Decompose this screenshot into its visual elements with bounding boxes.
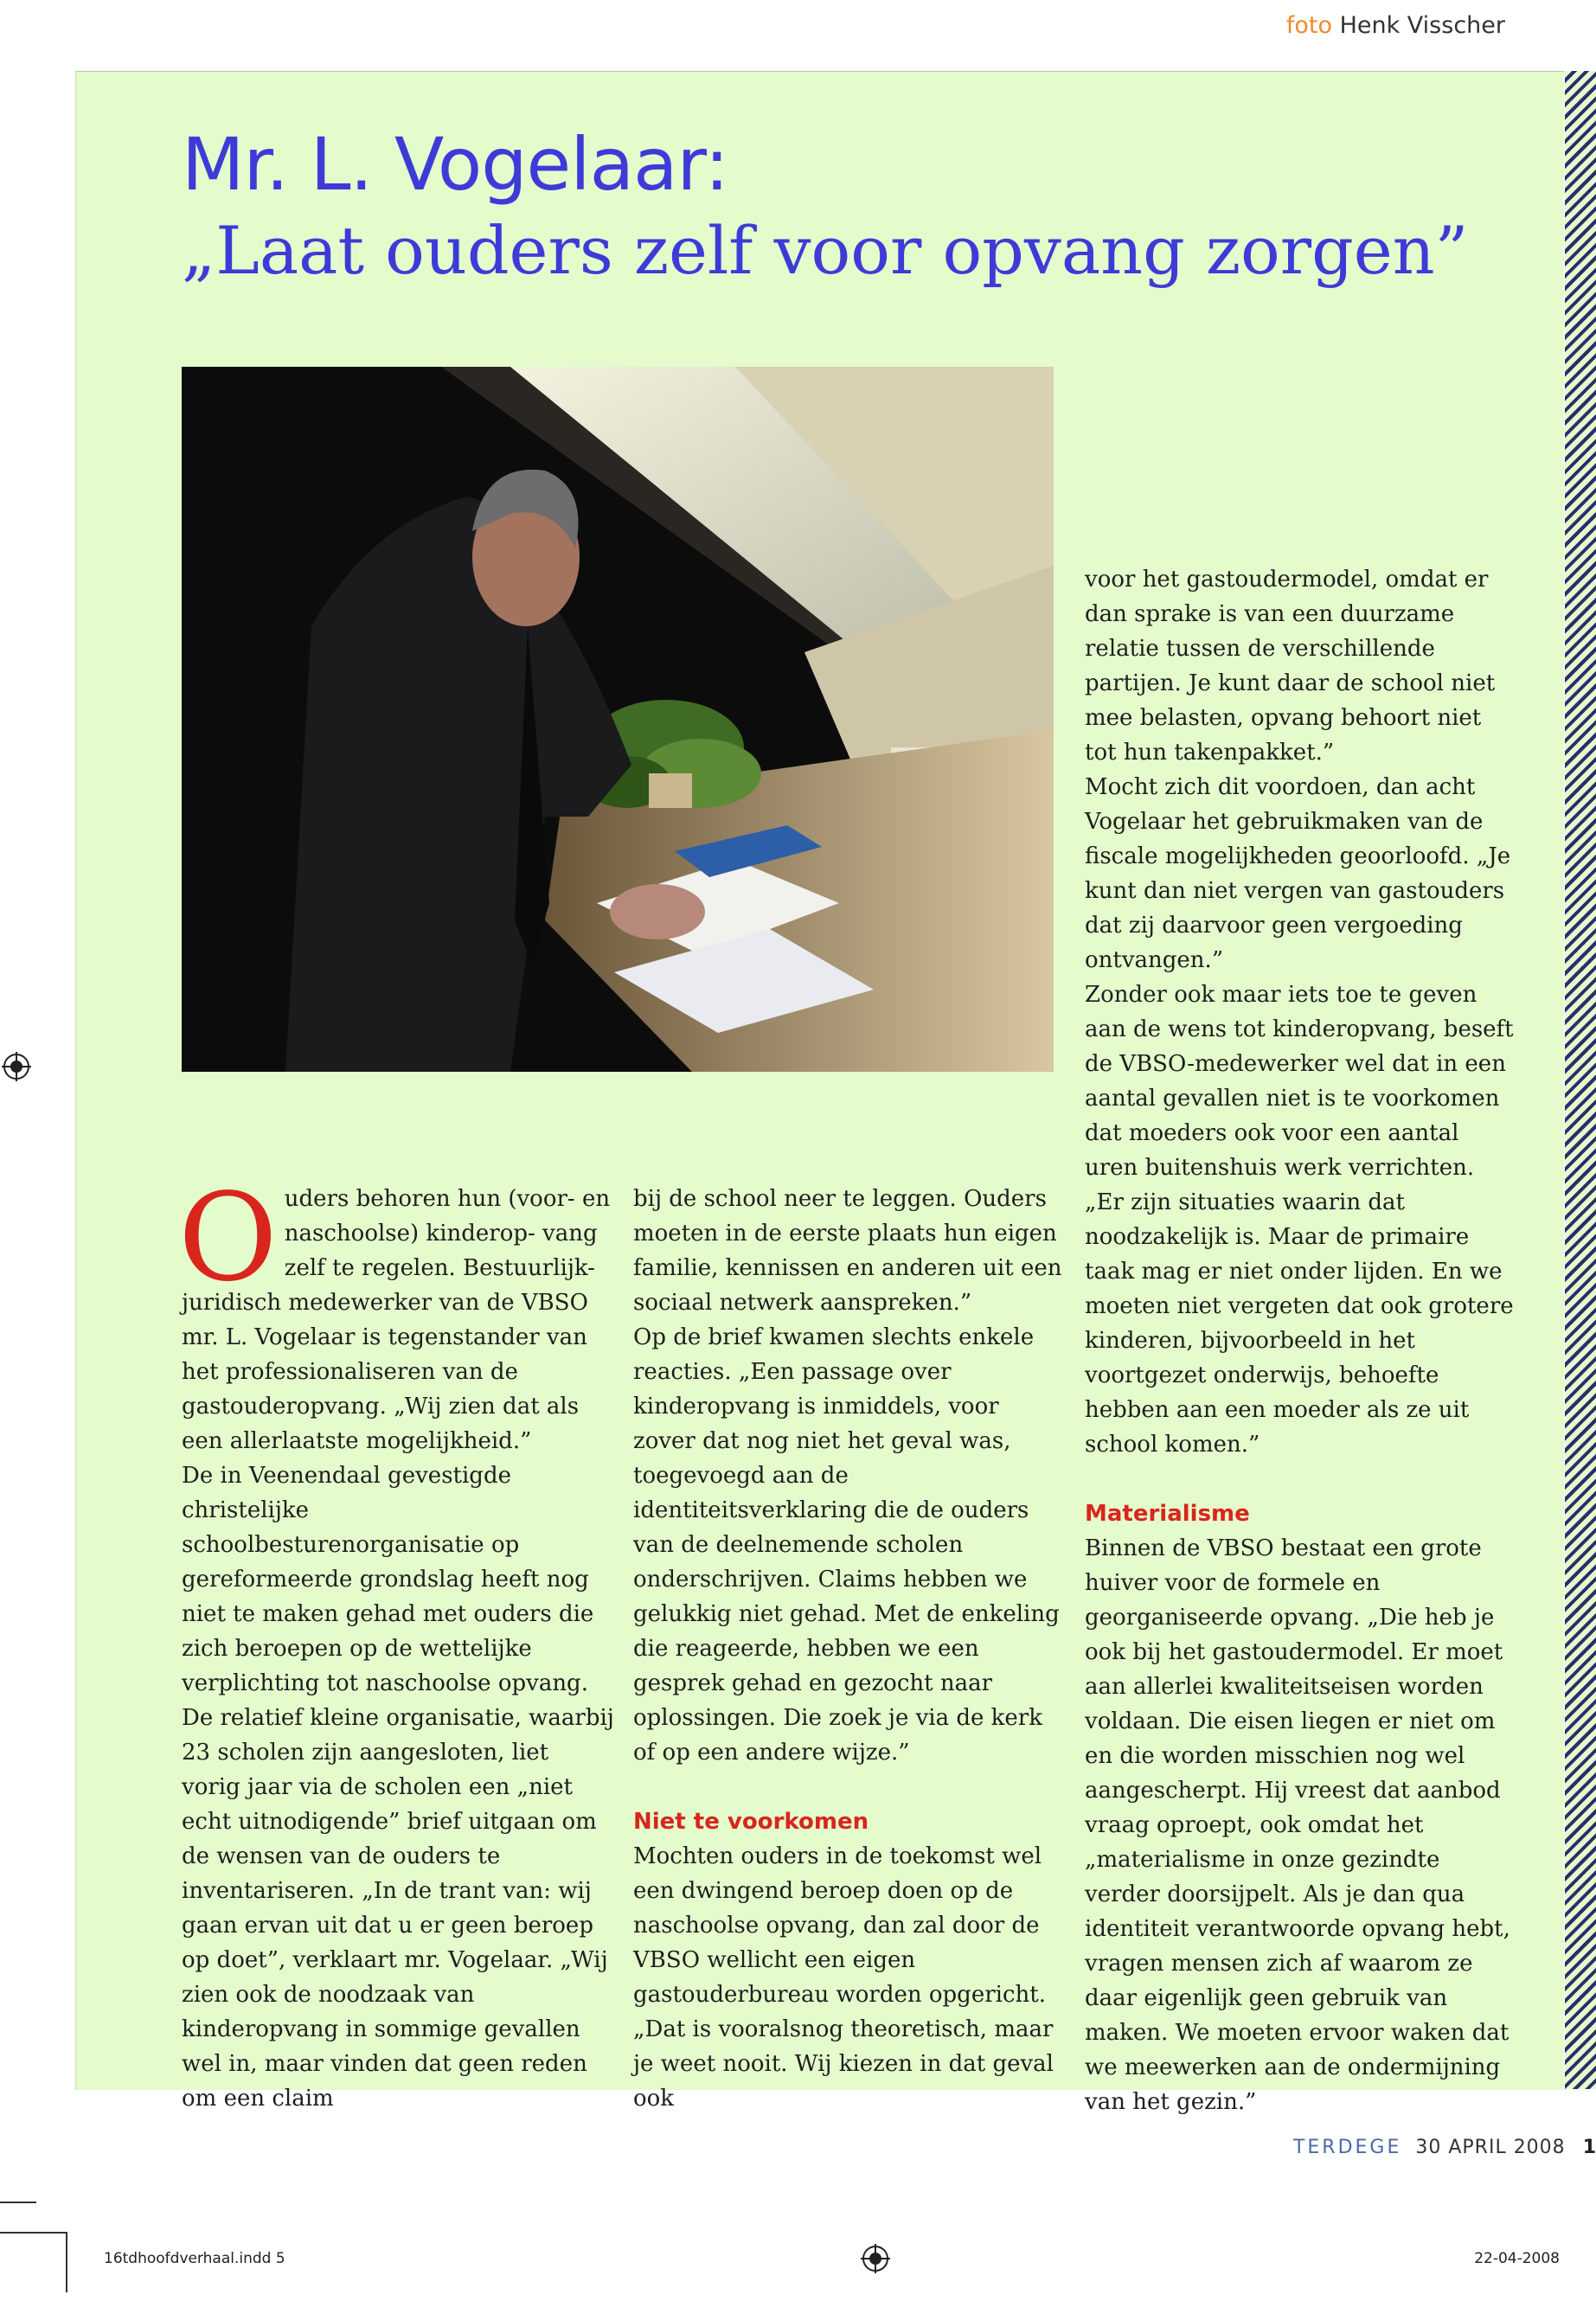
photo-credit-name: Henk Visscher (1339, 12, 1505, 39)
drop-cap: O (178, 1168, 278, 1309)
subheading-niet-te-voorkomen: Niet te voorkomen (633, 1809, 869, 1835)
slug-date: 22-04-2008 (1474, 2250, 1560, 2267)
paragraph: Zonder ook maar iets toe te geven aan de wens tot kinderopvang, beseft de VBSO-medewerker wel dat in een aantal gevallen niet is te voorkomen dat moeders ook voor een aantal uren buitenshuis werk verrichten. „Er zijn situaties waarin dat noodzakelijk is. Maar de primaire taak mag er niet onder lijden. En we moeten niet vergeten dat ook grotere kinderen, bijvoorbeeld in het voortgezet onderwijs, behoefte hebben aan een moeder als ze uit school komen.” (1085, 982, 1514, 1458)
photo-credit-label: foto (1285, 12, 1332, 39)
article-photo (182, 367, 1054, 1072)
registration-mark-icon (2, 1052, 31, 1081)
subheading-materialisme: Materialisme (1085, 1501, 1250, 1527)
paragraph: voor het gastoudermodel, omdat er dan sprake is van een duurzame relatie tussen de verschillende partijen. Je kunt daar de school niet mee belasten, opvang behoort niet tot hun takenpakket.” (1085, 567, 1496, 766)
title-line-2: „Laat ouders zelf voor opvang zorgen” (182, 211, 1469, 289)
paragraph: uders behoren hun (voor- en naschoolse) kinderop- vang zelf te regelen. Bestuurlijk-juridisch medewerker van de VBSO mr. L. Vogelaar is tegenstander van het professionaliseren van de gastouderopvang. „Wij zien dat als een allerlaatste mogelijkheid.” (182, 1186, 611, 1454)
issue-date: 30 APRIL 2008 (1415, 2137, 1566, 2158)
paragraph: Binnen de VBSO bestaat een grote huiver voor de formele en georganiseerde opvang. „Die heb je ook bij het gastoudermodel. Er moet aan allerlei kwaliteitseisen worden voldaan. Die eisen liegen er niet om en die worden misschien nog wel aangescherpt. Hij vreest dat aanbod vraag oproept, ook omdat het „materialisme in onze gezindte verder doorsijpelt. Als je dan qua identiteit verantwoorde opvang hebt, vragen mensen zich af waarom ze daar eigenlijk geen gebruik van maken. We moeten ervoor waken dat we meewerken aan de ondermijning van het gezin.” (1085, 1535, 1510, 2115)
paragraph: Mochten ouders in de toekomst wel een dwingend beroep doen op de naschoolse opvang, dan zal door de VBSO wellicht een eigen gastouderbureau worden opgericht. „Dat is vooralsnog theoretisch, maar je weet nooit. Wij kiezen in dat geval ook (633, 1843, 1054, 2112)
paragraph: De in Veenendaal gevestigde christelijke schoolbesturenorganisatie op gereformeerde grondslag heeft nog niet te maken gehad met ouders die zich beroepen op de wettelijke verplichting tot naschoolse opvang. (182, 1463, 594, 1696)
paragraph: De relatief kleine organisatie, waarbij 23 scholen zijn aangesloten, liet vorig jaar via de scholen een „niet echt uitnodigende” brief uitgaan om de wensen van de ouders te inventariseren. „In de trant van: wij gaan ervan uit dat u er geen beroep op doet”, verklaart mr. Vogelaar. „Wij zien ook de noodzaak van kinderopvang in sommige gevallen wel in, maar vinden dat geen reden om een claim (182, 1705, 614, 2112)
paragraph: bij de school neer te leggen. Ouders moeten in de eerste plaats hun eigen familie, kennissen en anderen uit een sociaal netwerk aanspreken.” (633, 1186, 1062, 1316)
magazine-name: TERDEGE (1292, 2137, 1402, 2158)
crop-mark (0, 2232, 66, 2234)
article-column-1 (178, 1168, 614, 2116)
slug-filename: 16tdhoofdverhaal.indd 5 (104, 2250, 285, 2267)
page-number: 1 (1582, 2137, 1596, 2158)
article-column-2 (633, 1182, 1066, 2116)
article-title (182, 121, 1469, 294)
crop-mark (66, 2232, 67, 2292)
crop-mark (0, 2202, 36, 2203)
paragraph: Mocht zich dit voordoen, dan acht Vogelaar het gebruikmaken van de fiscale mogelijkheden geoorloofd. „Je kunt dan niet vergen van gastouders dat zij daarvoor geen vergoeding ontvangen.” (1085, 774, 1511, 973)
edge-decoration (1565, 71, 1596, 2089)
title-line-1: Mr. L. Vogelaar: (182, 122, 728, 207)
paragraph: Op de brief kwamen slechts enkele reacties. „Een passage over kinderopvang is inmiddels, voor zover dat nog niet het geval was, toegevoegd aan de identiteitsverklaring die de ouders van de deelnemende scholen onderschrijven. Claims hebben we gelukkig niet gehad. Met de enkeling die reageerde, hebben we een gesprek gehad en gezocht naar oplossingen. Die zoek je via de kerk of op een andere wijze.” (633, 1324, 1060, 1766)
photo-credit (1286, 12, 1505, 39)
page-footer (0, 2137, 1596, 2158)
registration-mark-icon (861, 2244, 890, 2273)
article-column-3 (1085, 562, 1517, 2119)
